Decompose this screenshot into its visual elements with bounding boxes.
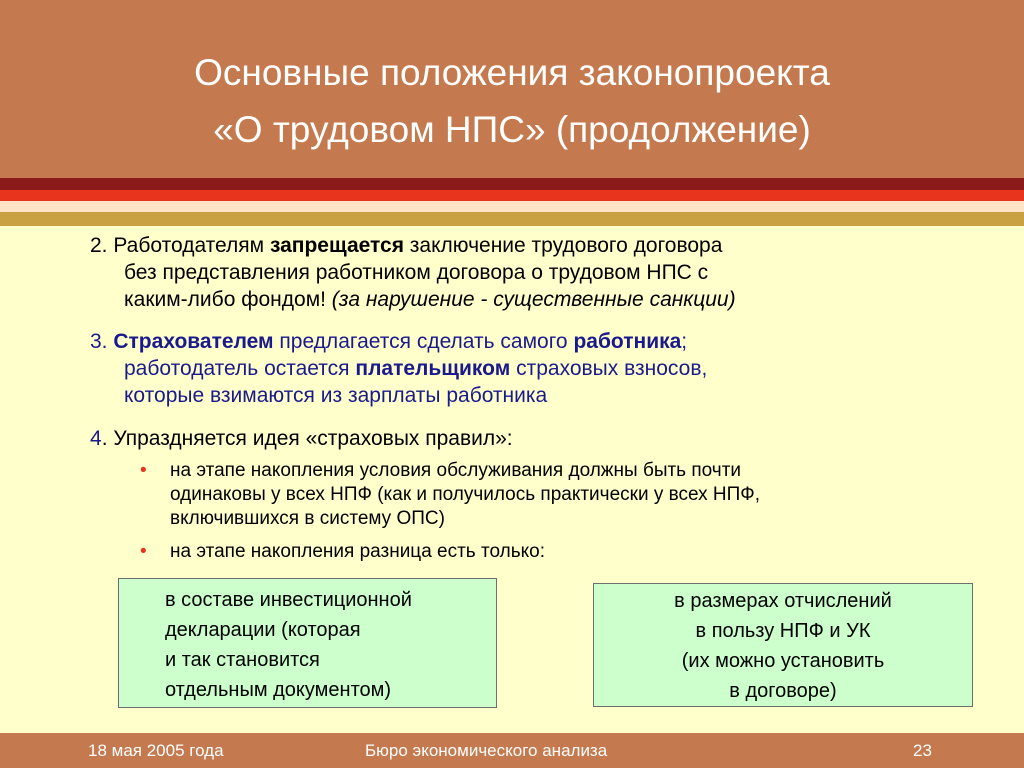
bullet-2-line-1: на этапе накопления разница есть только: [170,541,545,562]
item-3-line-2 [90,355,980,382]
divider-stripe-gold [0,212,1024,226]
item-2-line-3 [90,286,980,313]
box-contribution-amounts [593,583,973,707]
bullet-dot-icon: • [140,541,147,562]
item-2-emphasis: запрещается [269,234,404,257]
item-4 [90,425,980,452]
item-2 [90,232,980,313]
item-2-number: 2. [90,234,108,257]
footer-page-number: 23 [913,741,932,760]
item-3-line-1 [90,328,980,355]
item-2-line-1 [90,232,980,259]
item-2-text-a: Работодателям [113,234,270,257]
bullet-item-1 [140,459,990,531]
item-3-emphasis-payer: плательщиком [355,357,511,380]
bullet-dot-icon: • [140,460,147,481]
item-2-sanctions-note: (за нарушение - существенные санкции) [331,288,736,311]
slide-title-line-1: Основные положения законопроекта [194,52,830,93]
footer-date: 18 мая 2005 года [88,741,224,760]
item-4-number: 4 [90,427,102,450]
item-3 [90,328,980,409]
item-3-number: 3. [90,330,108,353]
box-right-line-2: в пользу НПФ и УК [695,620,871,642]
bullet-1-line-2: одинаковы у всех НПФ (как и получилось практически у всех НПФ, [170,484,761,505]
item-4-line-1 [90,425,980,452]
item-3-line-3: которые взимаются из зарплаты работника [124,384,548,407]
item-3-emphasis-worker: работника [573,330,682,353]
divider-stripe-red [0,190,1024,201]
footer-organization: Бюро экономического анализа [365,741,608,760]
box-right-line-4: в договоре) [729,680,837,702]
box-investment-declaration [118,578,497,708]
bullet-item-2 [140,540,990,564]
slide-title-line-2: «О трудовом НПС» (продолжение) [213,109,811,150]
slide-footer [0,733,1024,768]
divider-stripe-dark-red [0,178,1024,190]
box-left-line-4: отдельным документом) [165,679,392,701]
box-left-line-1: в составе инвестиционной [165,589,412,611]
bullet-1-line-3: включившихся в систему ОПС) [170,508,445,529]
item-4-text: . Упраздняется идея «страховых правил»: [101,427,513,450]
bullet-1-line-1: на этапе накопления условия обслуживания должны быть почти [170,460,742,481]
item-3-text-b: предлагается сделать самого [273,330,574,353]
item-2-text-l3a: каким-либо фондом! [124,288,332,311]
box-left-line-3: и так становится [165,649,320,671]
box-right-line-1: в размерах отчислений [674,590,892,612]
slide-header [0,0,1024,178]
item-3-emphasis-insurer: Страхователем [113,330,274,353]
item-2-line-2: без представления работником договора о трудовом НПС с [124,261,709,284]
divider-stripe-cream [0,201,1024,212]
item-3-text-l2a: работодатель остается [124,357,356,380]
item-3-text-d: ; [681,330,688,353]
item-2-text-c: заключение трудового договора [403,234,723,257]
box-right-line-3: (их можно установить [681,650,885,672]
box-left-line-2: декларации (которая [165,619,361,641]
item-3-text-l2c: страховых взносов, [510,357,708,380]
